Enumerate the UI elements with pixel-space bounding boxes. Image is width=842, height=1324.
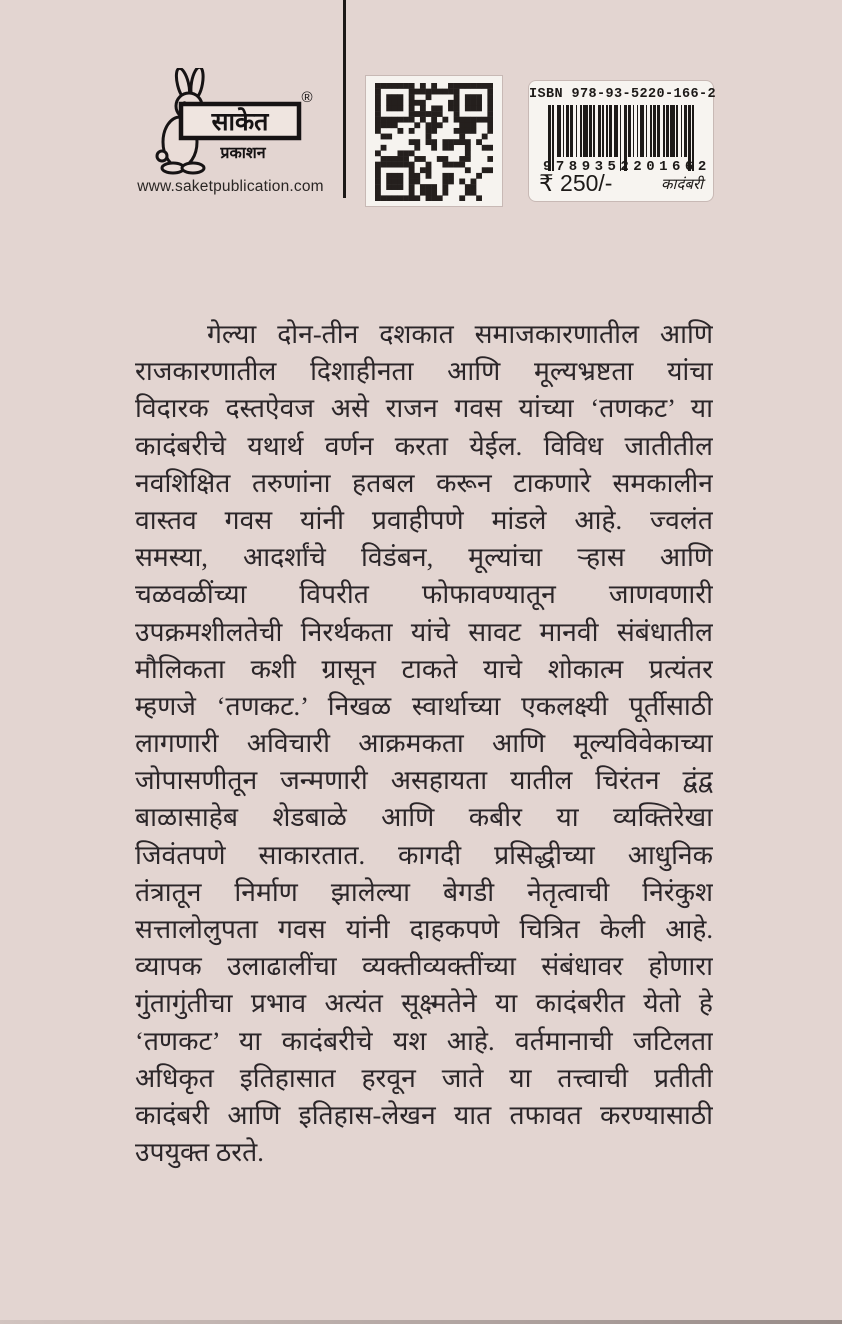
blurb-line: ‘तणकट’ या कादंबरीचे यश आहे. वर्तमानाची जटिलता: [135, 1025, 713, 1056]
registered-mark-icon: ®: [300, 89, 313, 106]
blurb-line: तंत्रातून निर्माण झालेल्या बेगडी नेतृत्वाची निरंकुश: [135, 876, 713, 907]
logo-subtext: प्रकाशन: [219, 145, 266, 162]
blurb-line: मौलिकता कशी ग्रासून टाकते याचे शोकात्म प्रत्यंतर: [135, 653, 713, 684]
blurb-line: जिवंतपणे साकारतात. कागदी प्रसिद्धीच्या आधुनिक: [135, 839, 713, 870]
blurb-line: लागणारी अविचारी आक्रमकता आणि मूल्यविवेकाच्या: [135, 728, 713, 759]
blurb-line: समस्या, आदर्शांचे विडंबन, मूल्यांचा ऱ्हास आणि: [135, 542, 713, 573]
blurb-line: नवशिक्षित तरुणांना हतबल करून टाकणारे समकालीन: [135, 467, 713, 498]
barcode-panel: [529, 81, 717, 201]
blurb-line: कादंबरीचे यथार्थ वर्णन करता येईल. विविध जातीतील: [135, 430, 713, 461]
qr-code-panel: [366, 76, 502, 206]
blurb-line: उपक्रमशीलतेची निरर्थकता यांचे सावट मानवी संबंधातील: [135, 616, 713, 647]
header-divider: [343, 0, 346, 198]
blurb-line: बाळासाहेब शेडबाळे आणि कबीर या व्यक्तिरेखा: [135, 802, 713, 833]
qr-code-icon: [375, 83, 493, 201]
blurb-line: उपयुक्त ठरते.: [135, 1137, 264, 1168]
blurb-line: गेल्या दोन-तीन दशकात समाजकारणातील आणि: [207, 319, 713, 349]
blurb-line: कादंबरी आणि इतिहास-लेखन यात तफावत करण्यासाठी: [135, 1099, 713, 1130]
blurb-line: चळवळींच्या विपरीत फोफावण्यातून जाणवणारी: [135, 579, 713, 610]
publisher-logo: [128, 68, 333, 196]
barcode-digits: 9789352201662: [543, 159, 711, 175]
blurb-line: अधिकृत इतिहासात हरवून जाते या तत्त्वाची प्रतीती: [135, 1062, 713, 1093]
category-label: कादंबरी: [661, 177, 703, 193]
blurb-line: व्यापक उलाढालींचा व्यक्तीव्यक्तींच्या संबंधावर होणारा: [135, 951, 713, 982]
publisher-website: www.saketpublication.com: [137, 178, 324, 195]
blurb: [135, 316, 713, 1171]
logo-text: साकेत: [211, 109, 268, 136]
scan-edge: [0, 1320, 842, 1324]
blurb-line: म्हणजे ‘तणकट.’ निखळ स्वार्थाच्या एकलक्ष्यी पूर्तीसाठी: [135, 690, 713, 721]
blurb-line: सत्तालोलुपता गवस यांनी दाहकपणे चित्रित केली आहे.: [135, 914, 713, 944]
blurb-line: जोपासणीतून जन्मणारी असहायता यातील चिरंतन द्वंद्व: [135, 765, 713, 796]
blurb-line: गुंतागुंतीचा प्रभाव अत्यंत सूक्ष्मतेने या कादंबरीत येतो हे: [135, 988, 713, 1019]
price-label: ₹ 250/-: [539, 170, 613, 196]
blurb-line: राजकारणातील दिशाहीनता आणि मूल्यभ्रष्टता यांचा: [135, 356, 713, 387]
rabbit-icon: [131, 68, 331, 176]
blurb-line: वास्तव गवस यांनी प्रवाहीपणे मांडले आहे. ज्वलंत: [135, 504, 713, 535]
isbn-text: ISBN 978-93-5220-166-2: [529, 87, 717, 102]
blurb-line: विदारक दस्तऐवज असे राजन गवस यांच्या ‘तणकट’ या: [135, 393, 713, 424]
